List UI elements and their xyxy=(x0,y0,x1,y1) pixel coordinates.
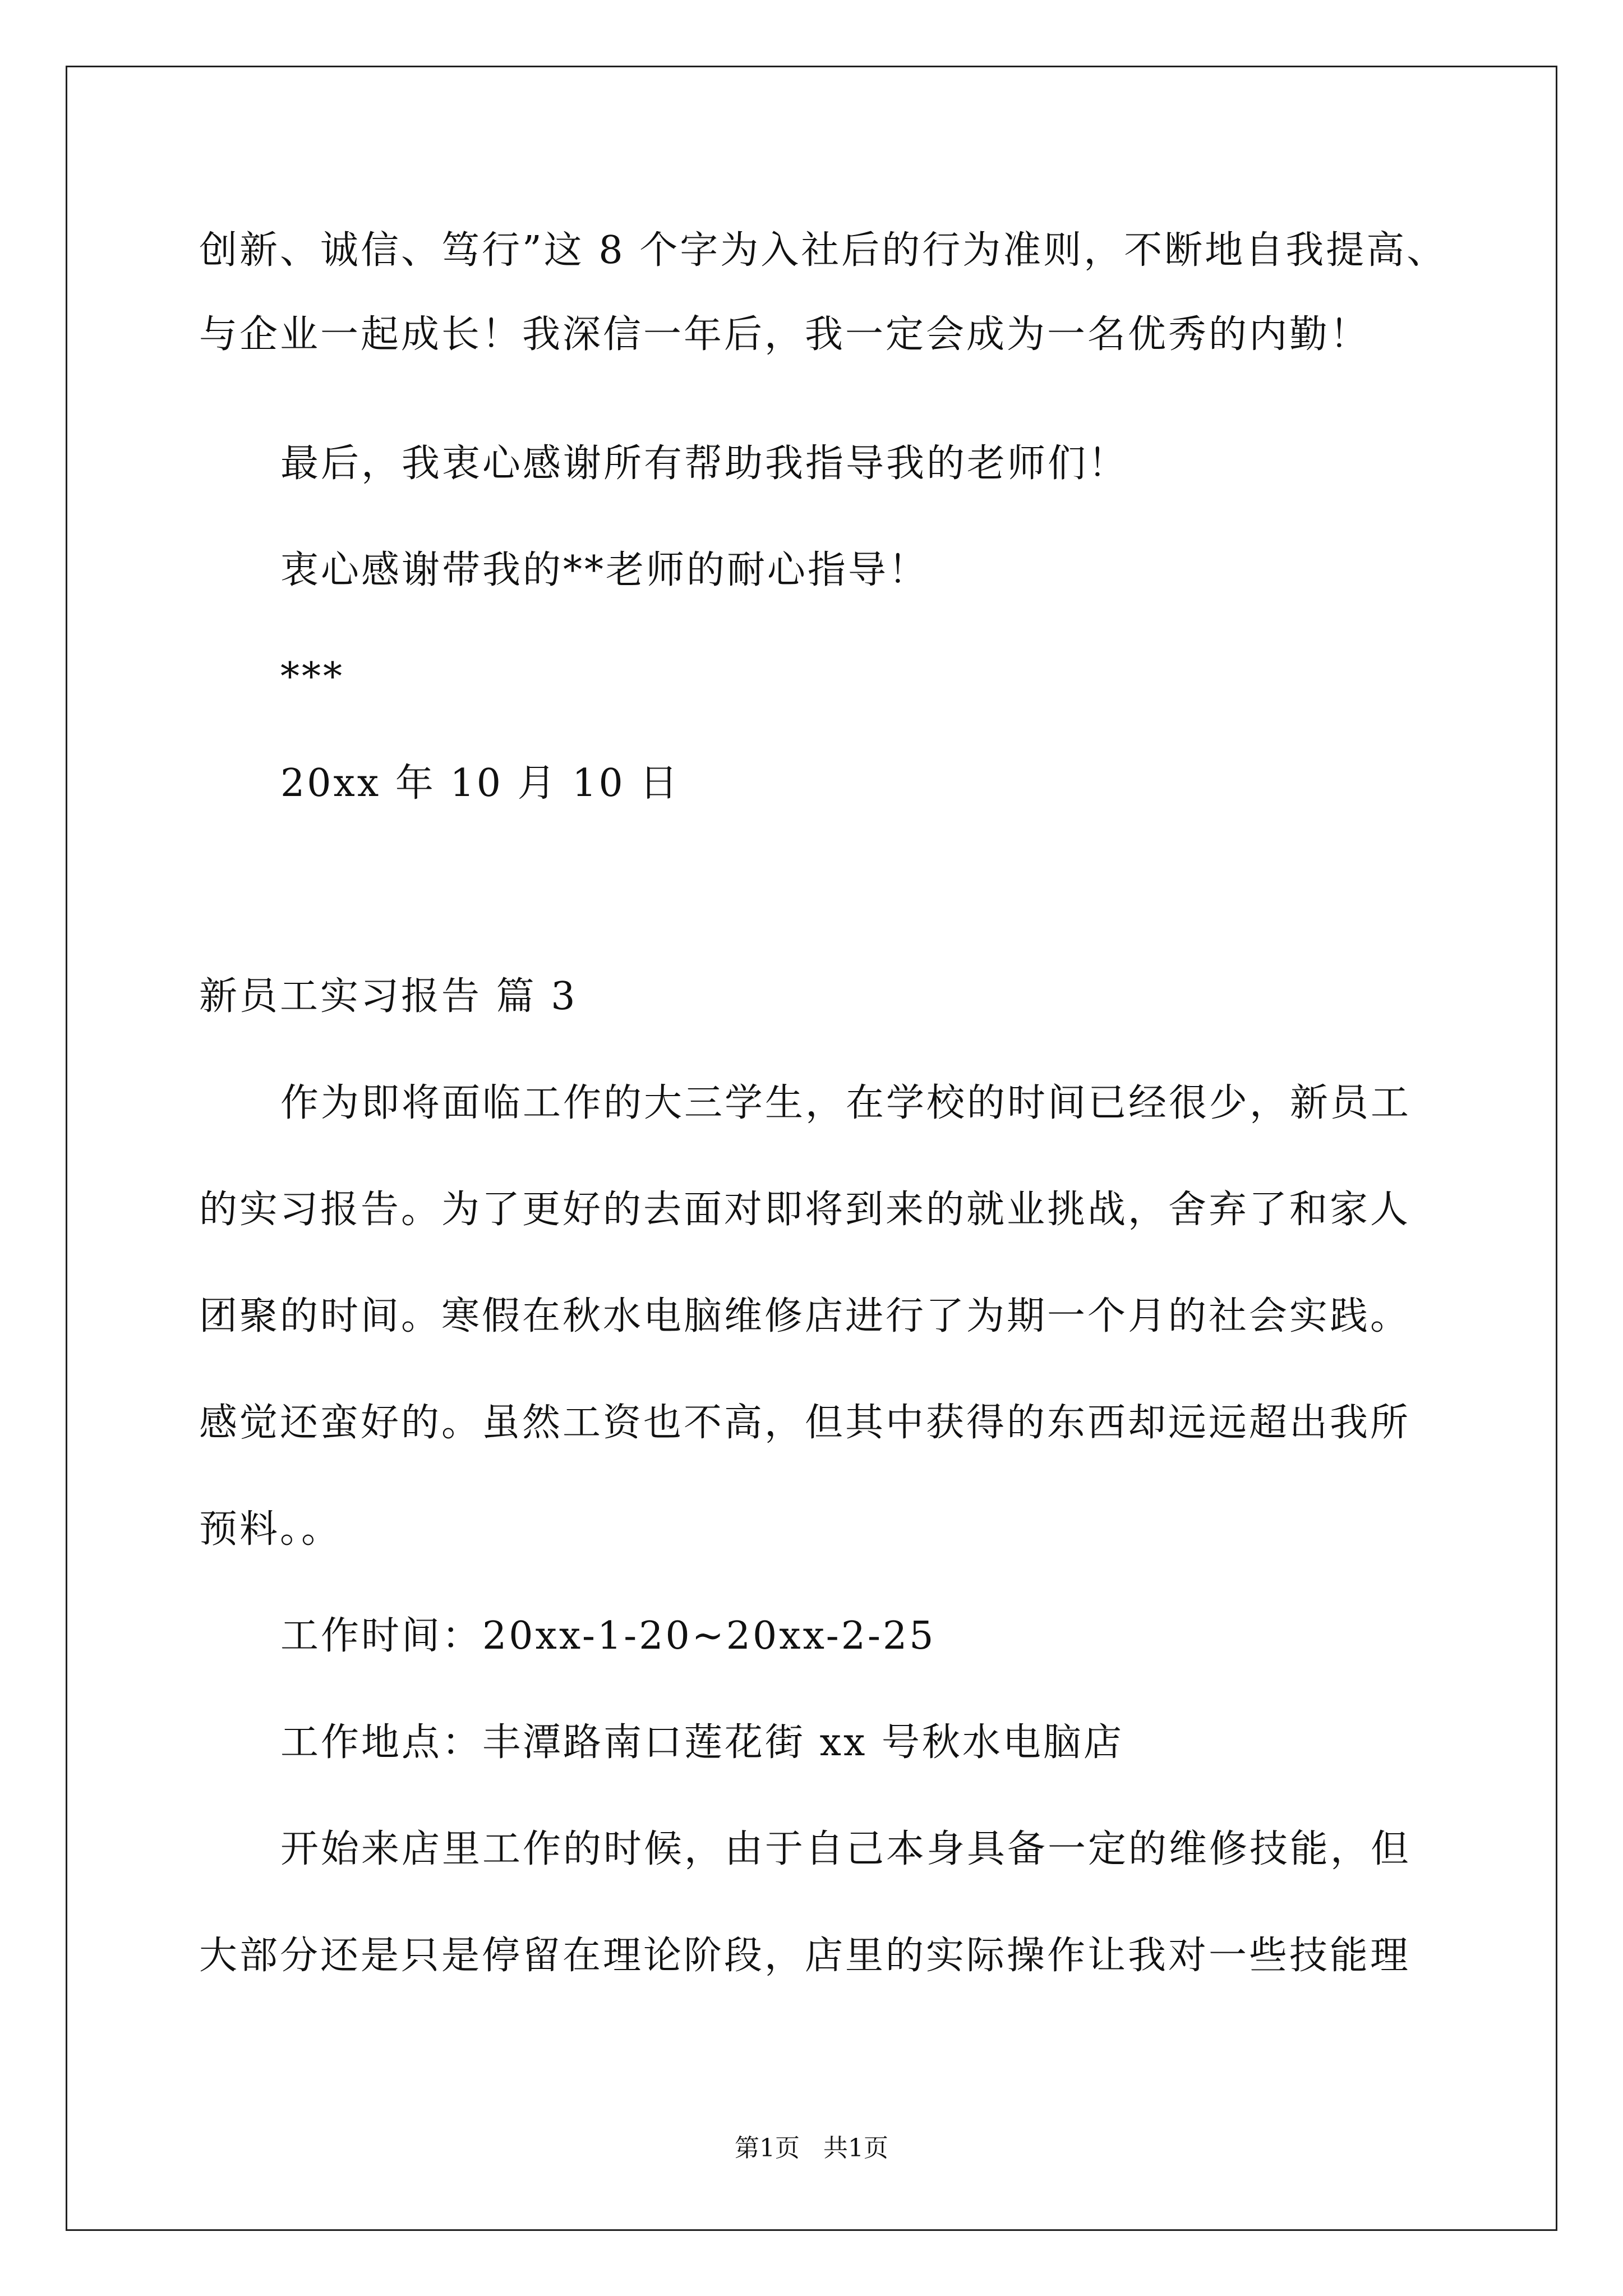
body-line: 与企业一起成长！我深信一年后，我一定会成为一名优秀的内勤！ xyxy=(199,312,1371,357)
body-line: 的实习报告。为了更好的去面对即将到来的就业挑战，舍弃了和家人 xyxy=(199,1188,1411,1232)
page-number-footer: 第1页 共1页 xyxy=(735,2134,888,2162)
body-line: 创新、诚信、笃行”这 8 个字为入社后的行为准则，不断地自我提高、 xyxy=(199,228,1447,273)
date-line: 20xx 年 10 月 10 日 xyxy=(280,761,680,806)
body-line: 衷心感谢带我的**老师的耐心指导！ xyxy=(280,548,929,592)
body-line: 开始来店里工作的时候，由于自己本身具备一定的维修技能，但 xyxy=(280,1827,1412,1871)
signature-placeholder: *** xyxy=(280,655,344,699)
work-location-line: 工作地点：丰潭路南口莲花街 xx 号秋水电脑店 xyxy=(280,1720,1124,1765)
page-border xyxy=(66,66,1557,2231)
section-heading: 新员工实习报告 篇 3 xyxy=(199,974,578,1019)
body-line: 感觉还蛮好的。虽然工资也不高，但其中获得的东西却远远超出我所 xyxy=(199,1401,1411,1445)
work-time-line: 工作时间：20xx-1-20~20xx-2-25 xyxy=(280,1614,936,1658)
body-line: 团聚的时间。寒假在秋水电脑维修店进行了为期一个月的社会实践。 xyxy=(199,1294,1411,1338)
body-line: 预料。。 xyxy=(199,1507,342,1552)
body-line: 作为即将面临工作的大三学生，在学校的时间已经很少，新员工 xyxy=(280,1081,1412,1125)
body-line: 大部分还是只是停留在理论阶段，店里的实际操作让我对一些技能理 xyxy=(199,1934,1411,1978)
body-line: 最后，我衷心感谢所有帮助我指导我的老师们！ xyxy=(280,441,1129,486)
